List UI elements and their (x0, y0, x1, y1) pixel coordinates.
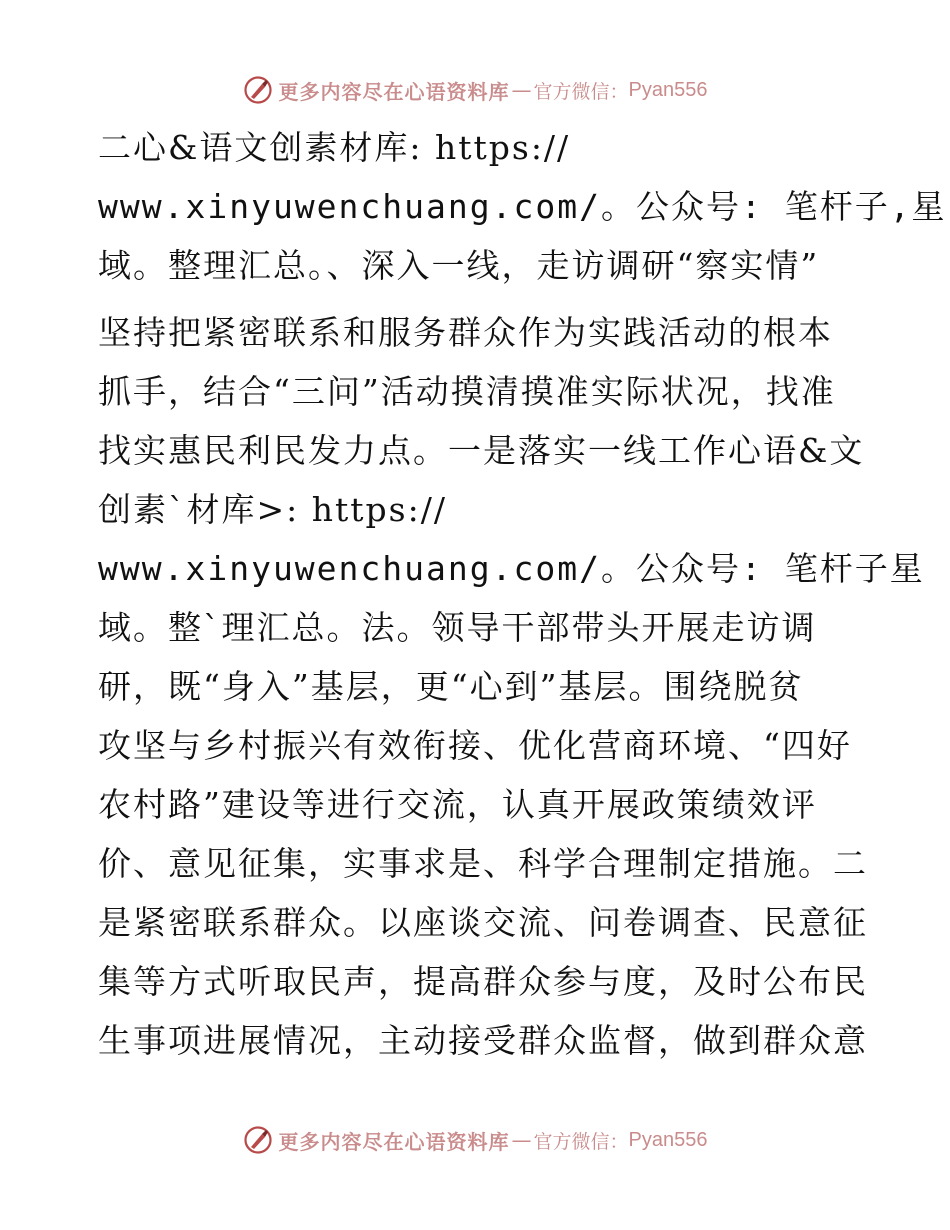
body-line: 坚持把紧密联系和服务群众作为实践活动的根本 (98, 313, 833, 352)
footer-watermark (0, 1120, 950, 1160)
body-line: 找实惠民利民发力点。一是落实一线工作心语&文 (98, 431, 865, 470)
document-body (98, 118, 947, 1070)
watermark-main-text: 更多内容尽在心语资料库 (278, 1129, 510, 1154)
body-line: 抓手，结合“三问”活动摸清摸准实际状况，找准 (98, 372, 836, 411)
watermark-label: 官方微信： (533, 1130, 629, 1153)
watermark-id: Pyan556 (628, 1128, 708, 1151)
body-line: 研，既“身入”基层，更“心到”基层。围绕脱贫 (98, 667, 804, 706)
body-line: 攻坚与乡村振兴有效衔接、优化营商环境、“四好 (98, 726, 852, 765)
body-line: 集等方式听取民声，提高群众参与度，及时公布民 (98, 962, 868, 1001)
watermark-separator: — (511, 78, 532, 102)
body-line: 二心&语文创素材库: https:// (98, 128, 571, 167)
watermark-main-text: 更多内容尽在心语资料库 (278, 79, 510, 104)
body-line: 是紧密联系群众。以座谈交流、问卷调查、民意征 (98, 903, 868, 942)
body-line: www.xinyuwenchuang.com/。公众号: 笔杆子星 (98, 549, 925, 588)
watermark-separator: — (511, 1128, 532, 1152)
header-watermark (0, 70, 950, 110)
watermark-id: Pyan556 (628, 78, 708, 101)
pen-nib-circle-icon (243, 1125, 273, 1155)
pen-nib-circle-icon (243, 75, 273, 105)
body-line: 价、意见征集，实事求是、科学合理制定措施。二 (98, 844, 868, 883)
watermark-label: 官方微信： (533, 80, 629, 103)
body-line: 域。整`理汇总。法。领导干部带头开展走访调 (98, 608, 817, 647)
body-line: 创素`材库>: https:// (98, 490, 447, 529)
body-line: 域。整理汇总。、深入一线，走访调研“察实情” (98, 246, 820, 285)
body-line: 生事项进展情况，主动接受群众监督，做到群众意 (98, 1021, 868, 1060)
body-line: 农村路”建设等进行交流，认真开展政策绩效评 (98, 785, 817, 824)
body-line: www.xinyuwenchuang.com/。公众号: 笔杆子,星 (98, 187, 947, 226)
